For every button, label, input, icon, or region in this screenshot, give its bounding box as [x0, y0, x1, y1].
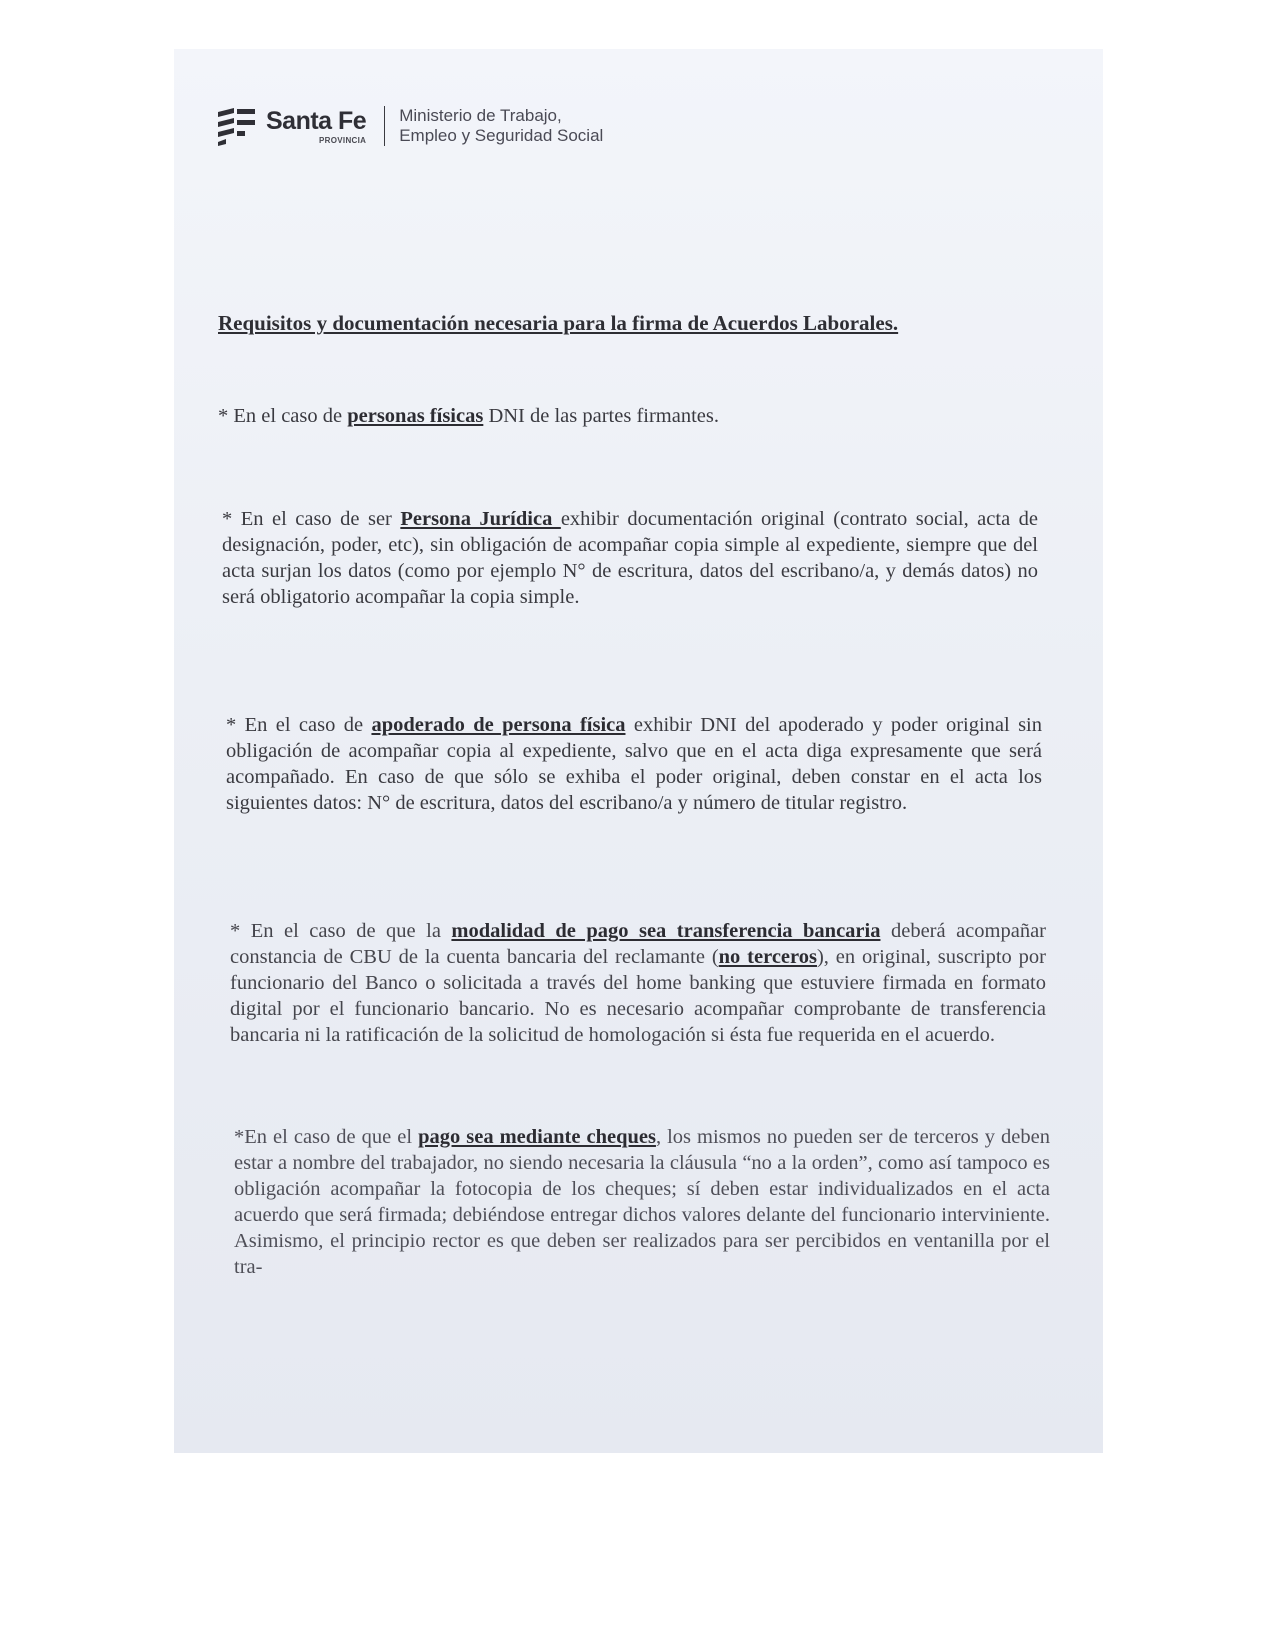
- letterhead: [214, 103, 603, 149]
- paragraph-emphasis: modalidad de pago sea transferencia bancaria: [451, 920, 881, 942]
- brand-subtitle: PROVINCIA: [319, 135, 367, 145]
- requirement-paragraph: [234, 1124, 1050, 1280]
- ministry-line-2: Empleo y Seguridad Social: [399, 126, 604, 145]
- paragraph-text: deberá acompañar constancia de CBU de la cuenta bancaria del reclamante (: [230, 920, 1047, 968]
- requirement-paragraph: [226, 712, 1042, 816]
- paragraph-text: exhibir DNI del apoderado y poder original sin obligación de acompañar copia al expediente, salvo que en el acta diga expresamente que será acompañado. En caso de que sólo se exhiba el poder original, deben constar en el acta los siguientes datos: N° de escritura, datos del escribano/a y número de titular registro.: [226, 714, 1042, 814]
- brand-name: Santa Fe: [266, 106, 367, 135]
- paragraph-text: DNI de las partes firmantes.: [483, 405, 719, 427]
- requirement-paragraph: [222, 506, 1038, 610]
- requirement-paragraph: [218, 403, 1034, 429]
- paragraph-emphasis: personas físicas: [347, 405, 484, 427]
- ministry-line-1: Ministerio de Trabajo,: [399, 106, 562, 125]
- paragraph-text: ), en original, suscripto por funcionario del Banco o solicitada a través del home banking que estuviere firmada en formato digital por el funcionario bancario. No es necesario acompañar comprobante de transferencia bancaria ni la ratificación de la solicitud de homologación si ésta fue requerida en el acuerdo.: [230, 946, 1046, 1046]
- paragraph-text: * En el caso de: [218, 405, 348, 427]
- document-title: Requisitos y documentación necesaria para la firma de Acuerdos Laborales.: [218, 311, 899, 335]
- paragraph-text: * En el caso de: [226, 714, 372, 736]
- santa-fe-logo-icon: [214, 106, 258, 146]
- ministry-name: [399, 106, 603, 146]
- paragraph-text: exhibir documentación original (contrato social, acta de designación, poder, etc), sin obligación de acompañar copia simple al expediente, siempre que del acta surjan los datos (como por ejemplo N° de escritura, datos del escribano/a, y demás datos) no será obligatorio acompañar la copia simple.: [222, 508, 1039, 608]
- paragraph-emphasis: no terceros: [718, 946, 817, 968]
- paragraph-text: * En el caso de ser: [222, 508, 401, 530]
- document-page: [174, 49, 1103, 1453]
- header-divider: [384, 106, 385, 146]
- paragraph-text: , los mismos no pueden ser de terceros y deben estar a nombre del trabajador, no siendo necesaria la cláusula “no a la orden”, como así tampoco es obligación acompañar la fotocopia de los cheques; sí deben estar individualizados en el acta acuerdo que será firmada; debiéndose entregar dichos valores delante del funcionario interviniente. Asimismo, el principio rector es que deben ser realizados para ser percibidos en ventanilla por el tra-: [234, 1126, 1050, 1278]
- paragraph-emphasis: pago sea mediante cheques: [418, 1126, 656, 1148]
- brand-block: [266, 108, 366, 145]
- requirement-paragraph: [230, 918, 1046, 1048]
- paragraph-text: * En el caso de que la: [230, 920, 452, 942]
- paragraph-text: *En el caso de que el: [234, 1126, 419, 1148]
- paragraph-emphasis: Persona Jurídica: [400, 508, 561, 530]
- paragraph-emphasis: apoderado de persona física: [371, 714, 626, 736]
